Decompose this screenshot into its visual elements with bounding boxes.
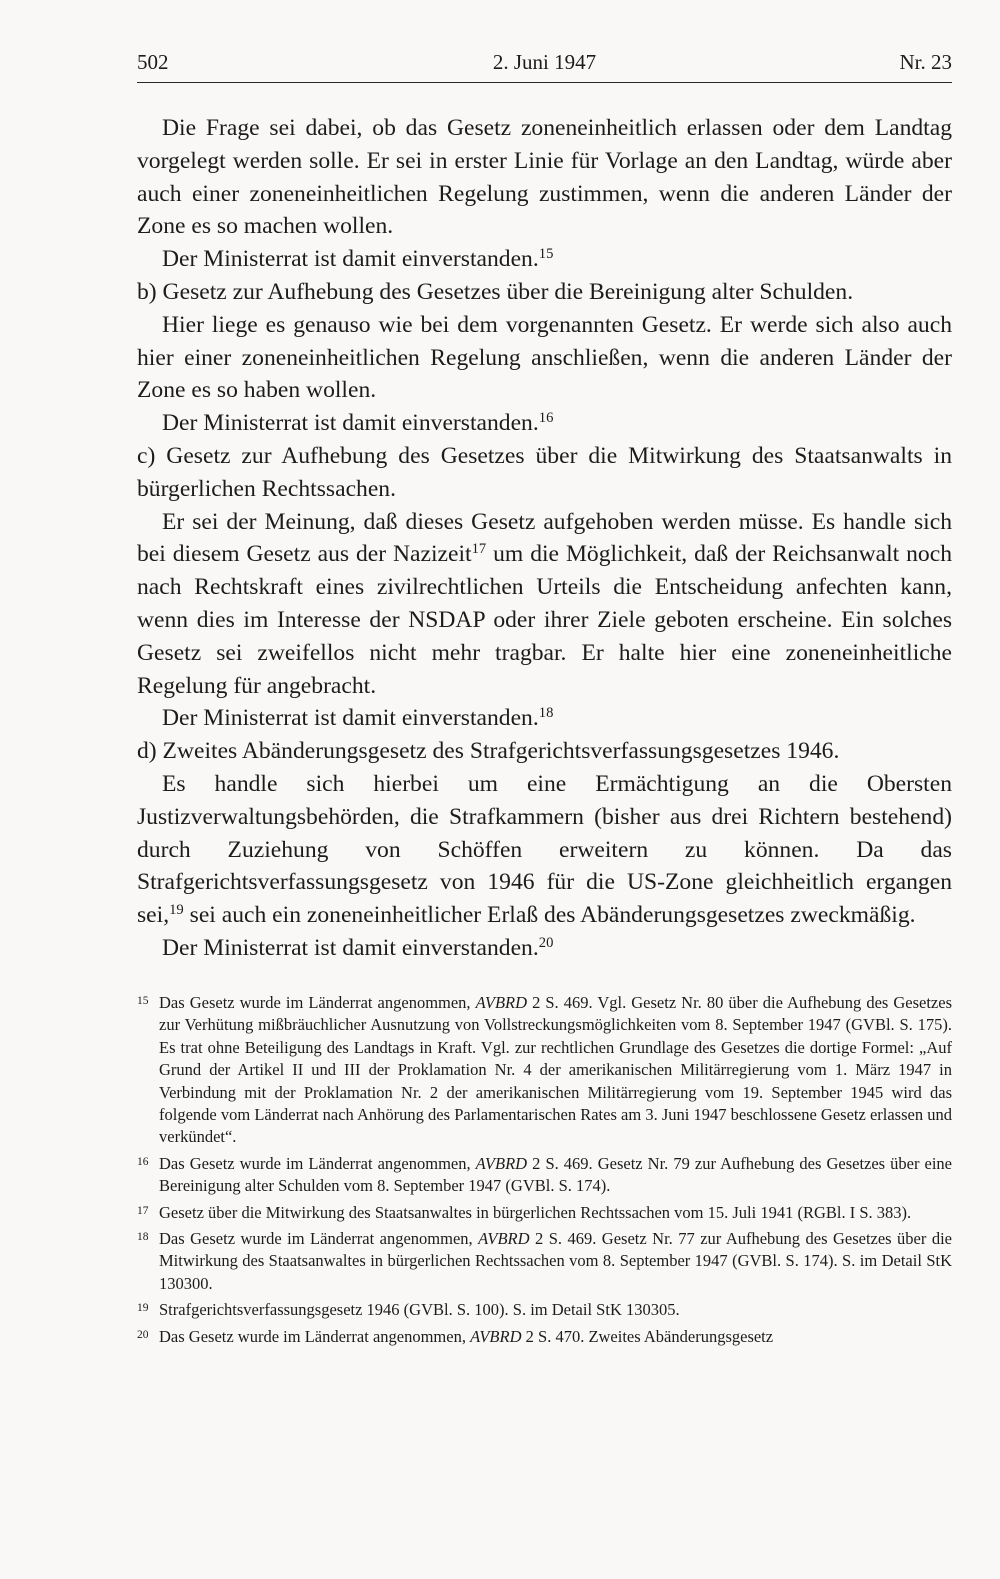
running-head bbox=[137, 44, 952, 84]
footnote-ref: 17 bbox=[471, 541, 487, 558]
footnote-16 bbox=[137, 1153, 952, 1198]
resolution: Der Ministerrat ist damit einverstanden.$^{20}$ bbox=[162, 934, 554, 961]
main-text bbox=[137, 112, 952, 965]
footnote-number: 18 bbox=[137, 1231, 149, 1244]
agenda-item-c: c) Gesetz zur Aufhebung des Gesetzes über die Mitwirkung des Staatsanwalts in bürgerlichen Rechtssachen. bbox=[137, 442, 952, 502]
footnote-number: 15 bbox=[137, 995, 149, 1007]
header-rule bbox=[137, 82, 952, 83]
footnote-17 bbox=[137, 1202, 952, 1224]
paragraph: Es handle sich hierbei um eine Ermächtigung an die Obersten Justizverwaltungsbehörden, die Strafkammern (bisher aus drei Richtern bestehend) durch Zuziehung von Schöffen erweitern zu können. Da das Strafgerichtsverfassungsgesetz von 1946 für die US-Zone gleichheitlich ergangen sei,$^{19}$ sei auch ein zoneneinheitlicher Erlaß des Abänderungsgesetzes zweckmäßig. bbox=[137, 770, 952, 929]
footnote-number: 20 bbox=[137, 1328, 149, 1341]
agenda-item-d: d) Zweites Abänderungsgesetz des Strafgerichtsverfassungsgesetzes 1946. bbox=[137, 738, 840, 765]
paragraph: Hier liege es genauso wie bei dem vorgenannten Gesetz. Er werde sich also auch hier einer zoneneinheitlichen Regelung anschließen, wenn die anderen Länder der Zone es so haben wollen. bbox=[137, 311, 952, 404]
footnote-15 bbox=[137, 992, 952, 1149]
footnote-ref: 15 bbox=[538, 246, 554, 263]
footnote-number: 19 bbox=[137, 1302, 149, 1315]
running-head-date: 2. Juni 1947 bbox=[492, 50, 597, 74]
footnote-number: 17 bbox=[137, 1204, 149, 1217]
agenda-item-b: b) Gesetz zur Aufhebung des Gesetzes über die Bereinigung alter Schulden. bbox=[137, 278, 854, 305]
resolution: Der Ministerrat ist damit einverstanden.$^{15}$ bbox=[162, 246, 554, 273]
footnote-number: 16 bbox=[137, 1155, 149, 1168]
running-head-issue: Nr. 23 bbox=[899, 50, 952, 74]
footnote-ref: 18 bbox=[538, 705, 554, 722]
footnote-20 bbox=[137, 1326, 952, 1348]
footnote-ref: 16 bbox=[538, 410, 554, 427]
paragraph: Er sei der Meinung, daß dieses Gesetz aufgehoben werden müsse. Es handle sich bei diesem Gesetz aus der Nazizeit$^{17}$ um die Möglichkeit, daß der Reichsanwalt noch nach Rechtskraft eines zivilrechtlichen Urteils die Entscheidung anfechten kann, wenn dies im Interesse der NSDAP oder ihrer Ziele geboten erscheine. Ein solches Gesetz sei zweifellos nicht mehr tragbar. Er halte hier eine zoneneinheitliche Regelung für angebracht. bbox=[137, 508, 952, 699]
footnote-text: Strafgerichtsverfassungsgesetz 1946 (GVBl. S. 100). S. im Detail StK 130305. bbox=[159, 1300, 680, 1320]
footnote-18 bbox=[137, 1228, 952, 1295]
page-number: 502 bbox=[137, 50, 169, 74]
footnotes bbox=[137, 992, 952, 1352]
paragraph: Die Frage sei dabei, ob das Gesetz zoneneinheitlich erlassen oder dem Landtag vorgelegt werden solle. Er sei in erster Linie für Vorlage an den Landtag, würde aber auch einer zoneneinheitlichen Regelung zustimmen, wenn die anderen Länder der Zone es so machen wollen. bbox=[137, 115, 952, 240]
footnote-text: Das Gesetz wurde im Länderrat angenommen, AVBRD 2 S. 469. Vgl. Gesetz Nr. 80 über die Aufhebung des Gesetzes zur Verhütung mißbräuchlicher Ausnutzung von Vollstreckungsmöglichkeiten vom 8. September 1947 (GVBl. S. 175). Es trat ohne Beteiligung des Landtags in Kraft. Vgl. zur rechtlichen Grundlage des Gesetzes die dortige Formel: „Auf Grund der Artikel II und III der Proklamation Nr. 4 der amerikanischen Militärregierung vom 1. März 1947 in Verbindung mit der Proklamation Nr. 2 der amerikanischen Militärregierung vom 19. September 1945 wird das folgende vom Länderrat nach Anhörung des Parlamentarischen Rates am 3. Juni 1947 beschlossene Gesetz erlassen und verkündet“. bbox=[159, 993, 953, 1147]
footnote-19 bbox=[137, 1299, 952, 1321]
footnote-text: Das Gesetz wurde im Länderrat angenommen, AVBRD 2 S. 470. Zweites Abänderungsgesetz bbox=[159, 1326, 774, 1346]
footnote-ref: 19 bbox=[169, 902, 184, 919]
footnote-ref: 20 bbox=[538, 934, 554, 951]
resolution: Der Ministerrat ist damit einverstanden.$^{18}$ bbox=[162, 705, 554, 732]
footnote-text: Das Gesetz wurde im Länderrat angenommen, AVBRD 2 S. 469. Gesetz Nr. 77 zur Aufhebung des Gesetzes über die Mitwirkung des Staatsanwaltes in bürgerlichen Rechtssachen vom 8. September 1947 (GVBl. S. 174). S. im Detail StK 130300. bbox=[159, 1229, 952, 1293]
footnote-text: Das Gesetz wurde im Länderrat angenommen, AVBRD 2 S. 469. Gesetz Nr. 79 zur Aufhebung des Gesetzes über eine Bereinigung alter Schulden vom 8. September 1947 (GVBl. S. 174). bbox=[159, 1153, 953, 1196]
resolution: Der Ministerrat ist damit einverstanden.$^{16}$ bbox=[162, 410, 554, 437]
footnote-text: Gesetz über die Mitwirkung des Staatsanwaltes in bürgerlichen Rechtssachen vom 15. Juli 1941 (RGBl. I S. 383). bbox=[159, 1202, 912, 1222]
